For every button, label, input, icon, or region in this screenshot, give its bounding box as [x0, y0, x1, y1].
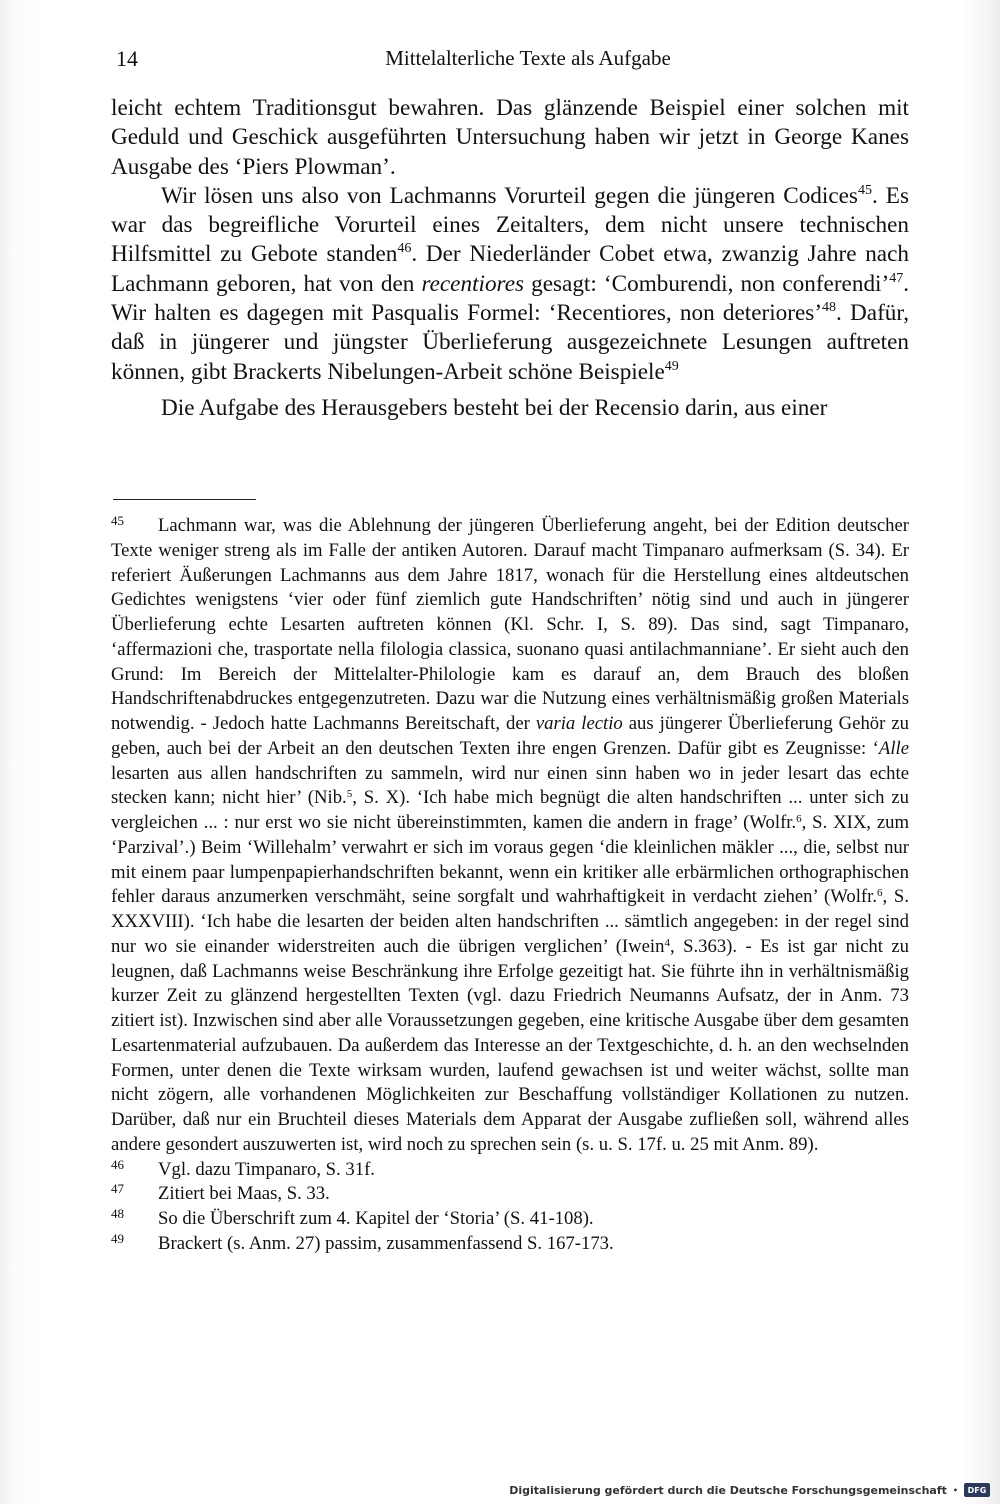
footnote-46: 46 Vgl. dazu Timpanaro, S. 31f. — [111, 1156, 375, 1180]
footnote-48: 48 So die Überschrift zum 4. Kapitel der ‘Storia’ (S. 41-108). — [111, 1206, 594, 1229]
footer-separator: • — [952, 1485, 958, 1495]
main-text — [111, 94, 909, 423]
footnote-ref-47: 47 — [889, 270, 904, 286]
page-number: 14 — [116, 46, 138, 71]
italic-term: recentiores — [421, 270, 525, 297]
digitization-footer — [509, 1480, 990, 1500]
footnote-ref-48: 48 — [822, 300, 837, 316]
footnote-47: 47 Zitiert bei Maas, S. 33. — [111, 1181, 330, 1205]
footnote-45: 45 Lachmann war, was die Ablehnung der jüngeren Überlieferung angeht, bei der Edition deutscher Texte weniger streng als im Falle der antiken Autoren. Darauf macht Timpanaro aufmerksam (S. 34). Er referiert Äußerungen Lachmanns aus dem Jahre 1817, wonach für die Herstellung eines altdeutschen Gedichtes wenigstens ‘vier oder fünf ziemlich gute Handschriften’ nötig sind und auch in jüngerer Überlieferung echte Lesarten auftreten können (Kl. Schr. I, S. 89). Das sind, sagt Timpanaro, ‘affermazioni che, trasportate nella filologia classica, suonano quasi antilachmanniane’. Er sieht auch den Grund: Im Bereich der Mittelalter-Philologie kam es darauf an, dem Brauch des bloßen Handschriftenabdruckes entgegenzutreten. Dazu war die Nutzung eines verhältnismäßig großen Materials notwendig. - Jedoch hatte Lachmanns Bereitschaft, der varia lectio aus jüngerer Überlieferung Gehör zu geben, auch bei der Arbeit an den deutschen Texten ihre engen Grenzen. Dafür gibt es Zeugnisse: ‘Alle lesarten aus allen handschriften zu sammeln, wird nur einen sinn haben wo in jeder lesart das echte stecken kann; nicht hier’ (Nib.$^5$, S. X). ‘Ich habe mich begnügt die alten handschriften ... unter sich zu vergleichen ... : nur erst wo sie nicht übereinstimmten, kamen die andern in frage’ (Wolfr.$^6$, S. XIX, zum ‘Parzival’.) Beim ‘Willehalm’ verwahrt er sich im voraus gegen ‘die kleinlichen mäkler ..., die, selbst nur mit einem paar lumpenpapierhandschriften bekannt, wenn ein kritiker alle erbärmlichen orthographischen fehler daraus anzumerken verschmäht, seine sorgfalt und wahrhaftigkeit in verdacht ziehen’ (Wolfr.$^6$, S. XXXVIII). ‘Ich habe die lesarten der beiden alten handschriften ... sämtlich angegeben: in der regel sind nur wo sie einander widerstreiten auch die übrigen verglichen’ (Iwein$^4$, S.363). - Es ist gar nicht zu leugnen, daß Lachmanns weise Beschränkung ihre Erfolge gezeitigt hat. Sie führte ihn in verhältnismäßig kurzer Zeit zu glänzend hergestellten Texten (vgl. dazu Friedrich Neumanns Aufsatz, der in Anm. 73 zitiert ist). Inzwischen sind aber alle Voraussetzungen gegeben, eine kritische Ausgabe über dem gesamten Lesartenmaterial aufzubauen. Da außerdem das Interesse an der Textgeschichte, d. h. an den wechselnden Formen, unter denen die Texte wirksam wurden, laufend gewachsen ist und weiter wächst, sollte man nicht zögern, alle vorhandenen Möglichkeiten zur Beschaffung vollständiger Kollationen zu nutzen. Darüber, daß nur ein Bruchteil dieses Materials dem Apparat der Ausgabe zufließen soll, während alles andere gesondert auszuwerten ist, wird noch zu sprechen sein (s. u. S. 17f. u. 25 mit Anm. 89). — [111, 513, 909, 1155]
footnotes — [111, 514, 909, 1257]
dfg-logo-icon: DFG — [964, 1483, 990, 1497]
footnote-49: 49 Brackert (s. Anm. 27) passim, zusammenfassend S. 167-173. — [111, 1230, 614, 1254]
paragraph-3: Die Aufgabe des Herausgebers besteht bei der Recensio darin, aus einer — [161, 394, 828, 421]
footnote-ref-46: 46 — [397, 241, 412, 257]
page-header — [108, 46, 908, 76]
paragraph-2: Wir lösen uns also von Lachmanns Vorurteil gegen die jüngeren Codices$^{45}$. Es war das begreifliche Vorurteil eines Zeitalters, dem nicht unsere technischen Hilfsmittel zu Gebote standen$^{46}$. Der Niederländer Cobet etwa, zwanzig Jahre nach Lachmann geboren, hat von den recentiores gesagt: ‘Comburendi, non conferendi’$^{47}$. Wir halten es dagegen mit Pasqualis Formel: ‘Recentiores, non deteriores’$^{48}$. Dafür, daß in jüngerer und jüngster Überlieferung ausgezeichnete Lesungen auftreten können, gibt Brackerts Nibelungen-Arbeit schöne Beispiele$^{49}$ — [111, 182, 910, 385]
footnote-separator — [113, 499, 256, 500]
funding-note: Digitalisierung gefördert durch die Deutsche Forschungsgemeinschaft — [509, 1483, 947, 1497]
paragraph-1: leicht echtem Traditionsgut bewahren. Das glänzende Beispiel einer solchen mit Geduld und Geschick ausgeführten Untersuchung haben wir jetzt in George Kanes Ausgabe des ‘Piers Plowman’. — [111, 95, 909, 180]
running-title: Mittelalterliche Texte als Aufgabe — [385, 46, 671, 70]
footnote-ref-49: 49 — [664, 358, 679, 374]
footnote-ref-45: 45 — [857, 182, 872, 198]
